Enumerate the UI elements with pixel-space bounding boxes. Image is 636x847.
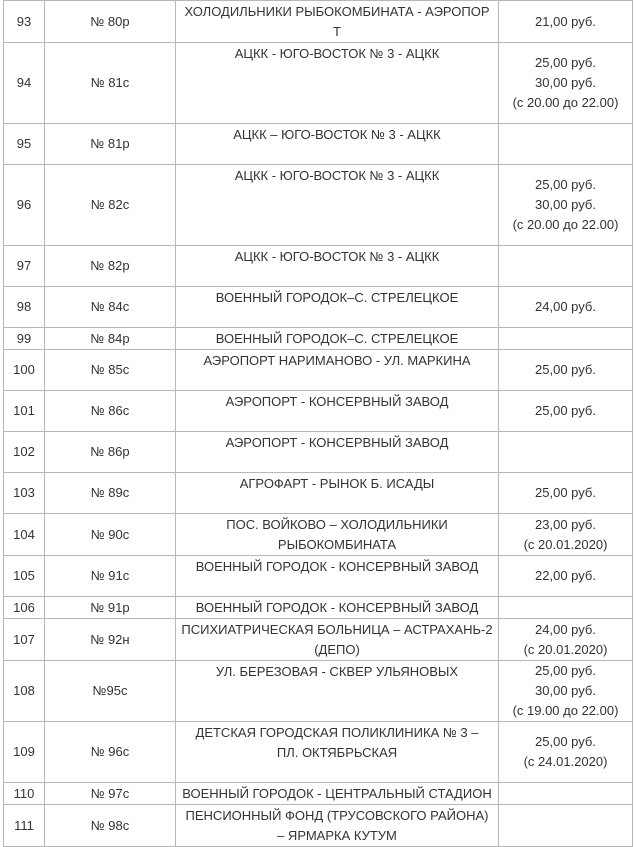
route-code: № 98с	[45, 805, 176, 847]
row-number: 111	[4, 805, 45, 847]
route-name-line: АГРОФАРТ - РЫНОК Б. ИСАДЫ	[239, 476, 435, 491]
route-name	[176, 805, 499, 847]
fare-price-line: 30,00 руб.	[535, 75, 596, 90]
route-code: № 91р	[45, 597, 176, 619]
table-row	[4, 1, 633, 43]
route-name-line: АЦКК - ЮГО-ВОСТОК № 3 - АЦКК	[234, 168, 440, 183]
table-row	[4, 391, 633, 432]
route-name	[176, 124, 499, 165]
route-code: № 90с	[45, 514, 176, 556]
route-code: № 85с	[45, 350, 176, 391]
route-code: № 84р	[45, 328, 176, 350]
row-number: 100	[4, 350, 45, 391]
table-row	[4, 661, 633, 722]
row-number: 99	[4, 328, 45, 350]
table-row	[4, 432, 633, 473]
fare-price	[499, 783, 633, 805]
table-row	[4, 473, 633, 514]
route-name-line: АЭРОПОРТ - КОНСЕРВНЫЙ ЗАВОД	[225, 435, 449, 450]
route-name	[176, 722, 499, 783]
table-row	[4, 783, 633, 805]
fare-price-line: (с 20.01.2020)	[523, 536, 608, 552]
route-name	[176, 432, 499, 473]
route-code: № 97с	[45, 783, 176, 805]
route-code: № 81с	[45, 43, 176, 124]
route-name-line: АЦКК - ЮГО-ВОСТОК № 3 - АЦКК	[234, 46, 440, 61]
fare-price-line: (с 20.00 до 22.00)	[512, 95, 619, 110]
route-name-line: ДЕТСКАЯ ГОРОДСКАЯ ПОЛИКЛИНИКА № 3 –	[195, 725, 479, 740]
row-number: 95	[4, 124, 45, 165]
route-name	[176, 661, 499, 722]
table-row	[4, 165, 633, 246]
route-name	[176, 165, 499, 246]
fare-price-line: (с 20.01.2020)	[523, 641, 608, 657]
row-number: 108	[4, 661, 45, 722]
routes-table-body	[4, 1, 633, 847]
route-code: № 82с	[45, 165, 176, 246]
fare-price	[499, 165, 633, 246]
route-name-line: ВОЕННЫЙ ГОРОДОК–С. СТРЕЛЕЦКОЕ	[215, 331, 459, 346]
route-code: № 80р	[45, 1, 176, 43]
fare-price	[499, 661, 633, 722]
route-name	[176, 43, 499, 124]
route-code: № 91с	[45, 556, 176, 597]
route-name-line: Т	[333, 24, 341, 39]
route-name	[176, 1, 499, 43]
fare-price	[499, 556, 633, 597]
route-code: № 86с	[45, 391, 176, 432]
route-name-line: ПСИХИАТРИЧЕСКАЯ БОЛЬНИЦА – АСТРАХАНЬ-2	[181, 622, 493, 637]
table-row	[4, 722, 633, 783]
route-name-line: ПОС. ВОЙКОВО – ХОЛОДИЛЬНИКИ	[226, 517, 448, 532]
fare-price-line: 24,00 руб.	[535, 299, 596, 314]
route-name	[176, 350, 499, 391]
row-number: 94	[4, 43, 45, 124]
fare-price-line: 24,00 руб.	[535, 621, 596, 637]
route-name	[176, 246, 499, 287]
route-code: № 96с	[45, 722, 176, 783]
row-number: 104	[4, 514, 45, 556]
fare-price-line: 21,00 руб.	[535, 13, 596, 29]
fare-price	[499, 328, 633, 350]
table-row	[4, 597, 633, 619]
routes-table	[3, 0, 633, 847]
fare-price	[499, 246, 633, 287]
route-code: № 92н	[45, 619, 176, 661]
route-name-line: АЭРОПОРТ - КОНСЕРВНЫЙ ЗАВОД	[225, 394, 449, 409]
route-name-line: УЛ. БЕРЕЗОВАЯ - СКВЕР УЛЬЯНОВЫХ	[215, 664, 459, 679]
fare-price-line: (с 19.00 до 22.00)	[512, 703, 619, 718]
row-number: 103	[4, 473, 45, 514]
route-name-line: ВОЕННЫЙ ГОРОДОК - КОНСЕРВНЫЙ ЗАВОД	[195, 600, 479, 615]
row-number: 106	[4, 597, 45, 619]
route-name-line: – ЯРМАРКА КУТУМ	[277, 828, 397, 843]
route-name-line: ВОЕННЫЙ ГОРОДОК–С. СТРЕЛЕЦКОЕ	[215, 290, 459, 305]
fare-price-line: 25,00 руб.	[535, 362, 596, 377]
table-row	[4, 619, 633, 661]
table-row	[4, 287, 633, 328]
table-row	[4, 556, 633, 597]
route-name-line: АЦКК – ЮГО-ВОСТОК № 3 - АЦКК	[233, 127, 441, 142]
row-number: 93	[4, 1, 45, 43]
row-number: 97	[4, 246, 45, 287]
route-name	[176, 391, 499, 432]
row-number: 101	[4, 391, 45, 432]
route-name	[176, 287, 499, 328]
route-code: № 86р	[45, 432, 176, 473]
route-name	[176, 619, 499, 661]
table-row	[4, 43, 633, 124]
fare-price	[499, 287, 633, 328]
route-name-line: АЦКК - ЮГО-ВОСТОК № 3 - АЦКК	[234, 249, 440, 264]
route-name-line: ВОЕННЫЙ ГОРОДОК - ЦЕНТРАЛЬНЫЙ СТАДИОН	[182, 786, 492, 801]
fare-price-line: 30,00 руб.	[535, 197, 596, 212]
route-code: №95с	[45, 661, 176, 722]
row-number: 107	[4, 619, 45, 661]
fare-price-line: 25,00 руб.	[535, 734, 596, 749]
fare-price	[499, 391, 633, 432]
route-name-line: (ДЕПО)	[314, 642, 360, 657]
fare-price	[499, 124, 633, 165]
table-row	[4, 805, 633, 847]
fare-price	[499, 432, 633, 473]
fare-price	[499, 597, 633, 619]
fare-price	[499, 805, 633, 847]
fare-price	[499, 514, 633, 556]
fare-price-line: 30,00 руб.	[535, 683, 596, 698]
route-code: № 81р	[45, 124, 176, 165]
fare-price	[499, 1, 633, 43]
fare-price	[499, 473, 633, 514]
fare-price-line: 25,00 руб.	[535, 403, 596, 418]
route-name-line: РЫБОКОМБИНАТА	[277, 537, 397, 552]
fare-price-line: 22,00 руб.	[535, 568, 596, 583]
fare-price-line: 23,00 руб.	[535, 516, 596, 532]
route-name-line: ВОЕННЫЙ ГОРОДОК - КОНСЕРВНЫЙ ЗАВОД	[195, 559, 479, 574]
route-name-line: ПЕНСИОННЫЙ ФОНД (ТРУСОВСКОГО РАЙОНА)	[185, 808, 489, 823]
fare-price	[499, 722, 633, 783]
route-name-line: ПЛ. ОКТЯБРЬСКАЯ	[276, 745, 398, 760]
table-row	[4, 350, 633, 391]
route-name	[176, 597, 499, 619]
table-row	[4, 514, 633, 556]
route-name	[176, 783, 499, 805]
fare-price-line: 25,00 руб.	[535, 55, 596, 70]
row-number: 110	[4, 783, 45, 805]
route-name	[176, 328, 499, 350]
fare-price	[499, 350, 633, 391]
route-name-line: АЭРОПОРТ НАРИМАНОВО - УЛ. МАРКИНА	[203, 353, 471, 368]
table-row	[4, 124, 633, 165]
route-code: № 82р	[45, 246, 176, 287]
route-name-line: ХОЛОДИЛЬНИКИ РЫБОКОМБИНАТА - АЭРОПОР	[184, 4, 490, 19]
fare-price-line: 25,00 руб.	[535, 177, 596, 192]
route-name	[176, 556, 499, 597]
row-number: 105	[4, 556, 45, 597]
fare-price-line: (с 20.00 до 22.00)	[512, 217, 619, 232]
table-row	[4, 246, 633, 287]
route-name	[176, 514, 499, 556]
fare-price-line: (с 24.01.2020)	[523, 754, 608, 769]
fare-price	[499, 43, 633, 124]
table-row	[4, 328, 633, 350]
row-number: 98	[4, 287, 45, 328]
fare-price-line: 25,00 руб.	[535, 663, 596, 678]
row-number: 102	[4, 432, 45, 473]
route-code: № 89с	[45, 473, 176, 514]
route-name	[176, 473, 499, 514]
route-code: № 84с	[45, 287, 176, 328]
row-number: 96	[4, 165, 45, 246]
fare-price-line: 25,00 руб.	[535, 485, 596, 500]
fare-price	[499, 619, 633, 661]
row-number: 109	[4, 722, 45, 783]
